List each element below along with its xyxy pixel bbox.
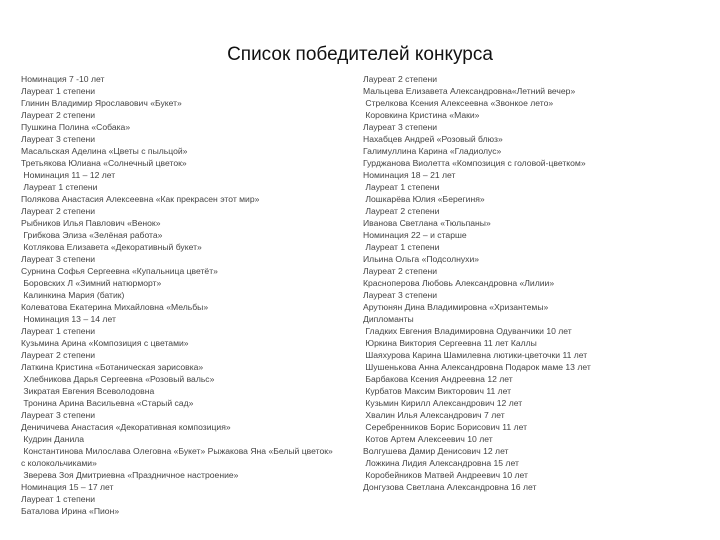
list-item: Лошкарёва Юлия «Берегиня»	[363, 194, 485, 204]
list-item: Стрелкова Ксения Алексеевна «Звонкое лето»	[363, 98, 554, 108]
list-item: Котлякова Елизавета «Декоративный букет»	[21, 242, 202, 252]
list-item: Кузьмина Арина «Композиция с цветами»	[21, 338, 189, 348]
list-item: Кузьмин Кирилл Александрович 12 лет	[363, 398, 523, 408]
list-item: Шушенькова Анна Александровна Подарок маме 13 лет	[363, 362, 591, 372]
list-item: Хвалин Илья Александрович 7 лет	[363, 410, 505, 420]
list-item: Курбатов Максим Викторович 11 лет	[363, 386, 512, 396]
list-item: Номинация 13 – 14 лет	[21, 314, 116, 324]
list-item: Третьякова Юлиана «Солнечный цветок»	[21, 158, 187, 168]
list-item: Гурджанова Виолетта «Композиция с головой-цветком»	[363, 158, 586, 168]
right-column-list	[363, 73, 713, 493]
list-item: Гладких Евгения Владимировна Одуванчики 10 лет	[363, 326, 572, 336]
list-item: Кудрин Данила	[21, 434, 85, 444]
list-item: Дипломанты	[363, 314, 414, 324]
list-item: Колеватова Екатерина Михайловна «Мельбы»	[21, 302, 209, 312]
list-item: Глинин Владимир Ярославович «Букет»	[21, 98, 182, 108]
list-item: Зикратая Евгения Всеволодовна	[21, 386, 155, 396]
list-item: Юркина Виктория Сергеевна 11 лет Каллы	[363, 338, 537, 348]
list-item: Иванова Светлана «Тюльпаны»	[363, 218, 491, 228]
list-item: Лауреат 1 степени	[21, 182, 98, 192]
list-item: Сурнина Софья Сергеевна «Купальница цветёт»	[21, 266, 218, 276]
list-item: Шаяхурова Карина Шамилевна лютики-цветочки 11 лет	[363, 350, 588, 360]
list-item: Лауреат 1 степени	[21, 494, 96, 504]
list-item: Номинация 15 – 17 лет	[21, 482, 114, 492]
list-item: Лауреат 2 степени	[363, 266, 438, 276]
list-item: Номинация 18 – 21 лет	[363, 170, 456, 180]
list-item: Коробейников Матвей Андреевич 10 лет	[363, 470, 528, 480]
list-item: Лауреат 2 степени	[363, 206, 440, 216]
list-item: Номинация 11 – 12 лет	[21, 170, 116, 180]
list-item: Донгузова Светлана Александровна 16 лет	[363, 482, 537, 492]
list-item: Боровских Л «Зимний натюрморт»	[21, 278, 162, 288]
list-item: Константинова Милослава Олеговна «Букет» Рыжакова Яна «Белый цветок»	[21, 446, 333, 456]
list-item: Номинация 7 -10 лет	[21, 74, 105, 84]
list-item: Лауреат 1 степени	[363, 182, 440, 192]
list-item: Лауреат 1 степени	[363, 242, 440, 252]
list-item: Лауреат 3 степени	[21, 410, 96, 420]
list-item: Латкина Кристина «Ботаническая зарисовка»	[21, 362, 204, 372]
list-item: Лауреат 3 степени	[363, 290, 438, 300]
list-item: Мальцева Елизавета Александровна«Летний вечер»	[363, 86, 576, 96]
list-item: Номинация 22 – и старше	[363, 230, 467, 240]
list-item: Лауреат 2 степени	[21, 350, 96, 360]
page-title: Список победителей конкурса	[227, 44, 493, 65]
list-item: Нахабцев Андрей «Розовый блюз»	[363, 134, 503, 144]
list-item: Масальская Аделина «Цветы с пыльцой»	[21, 146, 188, 156]
list-item: Лауреат 3 степени	[363, 122, 438, 132]
list-item: Ложкина Лидия Александровна 15 лет	[363, 458, 519, 468]
list-item: Галимуллина Карина «Гладиолус»	[363, 146, 502, 156]
list-item: Красноперова Любовь Александровна «Лилии»	[363, 278, 555, 288]
list-item: Зверева Зоя Дмитриевна «Праздничное настроение»	[21, 470, 239, 480]
list-item: Коровкина Кристина «Маки»	[363, 110, 480, 120]
list-item: Барбакова Ксения Андреевна 12 лет	[363, 374, 513, 384]
list-item: Серебренников Борис Борисович 11 лет	[363, 422, 528, 432]
list-item: Лауреат 3 степени	[21, 134, 96, 144]
list-item: Хлебникова Дарья Сергеевна «Розовый вальс»	[21, 374, 215, 384]
list-item: Грибкова Элиза «Зелёная работа»	[21, 230, 163, 240]
list-item: Тронина Арина Васильевна «Старый сад»	[21, 398, 194, 408]
list-item: Арутюнян Дина Владимировна «Хризантемы»	[363, 302, 549, 312]
list-item: Деничичева Анастасия «Декоративная композиция»	[21, 422, 231, 432]
list-item: Лауреат 1 степени	[21, 326, 96, 336]
list-item: Рыбников Илья Павлович «Венок»	[21, 218, 161, 228]
list-item: Лауреат 2 степени	[21, 110, 96, 120]
list-item: Полякова Анастасия Алексеевна «Как прекрасен этот мир»	[21, 194, 260, 204]
list-item: с колокольчиками»	[21, 458, 97, 468]
list-item: Ильина Ольга «Подсолнухи»	[363, 254, 480, 264]
list-item: Пушкина Полина «Собака»	[21, 122, 131, 132]
list-item: Лауреат 1 степени	[21, 86, 96, 96]
list-item: Волгушева Дамир Денисович 12 лет	[363, 446, 509, 456]
list-item: Лауреат 2 степени	[21, 206, 96, 216]
list-item: Лауреат 3 степени	[21, 254, 96, 264]
list-item: Баталова Ирина «Пион»	[21, 506, 120, 516]
list-item: Калинкина Мария (батик)	[21, 290, 125, 300]
list-item: Котов Артем Алексеевич 10 лет	[363, 434, 493, 444]
list-item: Лауреат 2 степени	[363, 74, 438, 84]
